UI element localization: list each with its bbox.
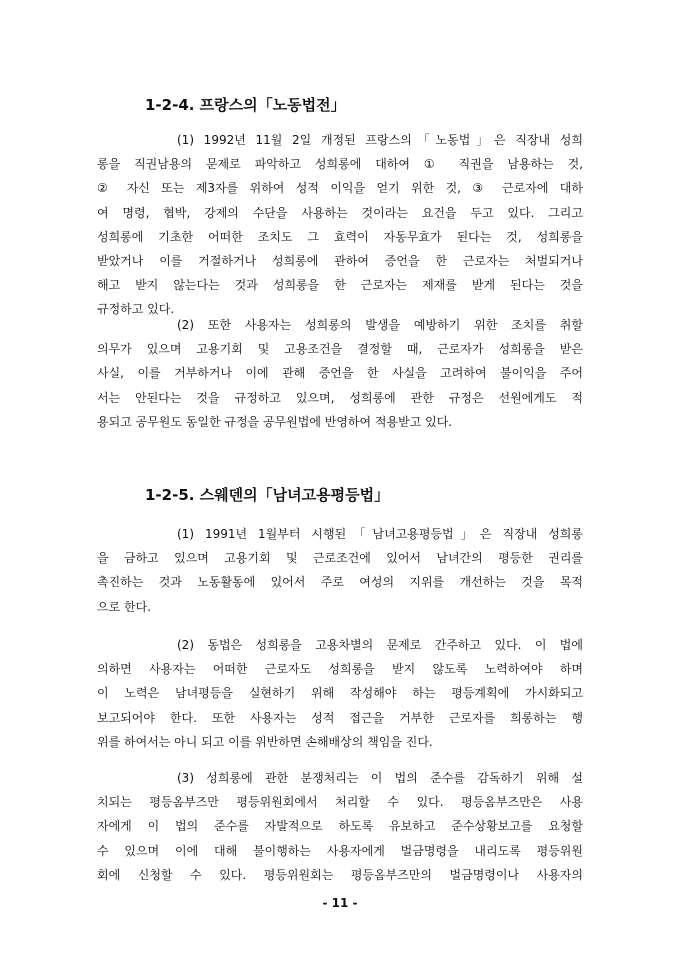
text-line: (1) 1991년 1월부터 시행된「남녀고용평등법」은 직장내 성희롱 — [177, 527, 583, 541]
text-line: 서는 안된다는 것을 규정하고 있으며, 성희롱에 관한 규정은 선원에게도 적 — [97, 390, 583, 405]
paragraph-sweden-1 — [97, 522, 583, 619]
text-line: (1) 1992년 11월 2일 개정된 프랑스의「노동법」은 직장내 성희 — [177, 133, 583, 147]
text-line: (2) 동법은 성희롱을 고용차별의 문제로 간주하고 있다. 이 법에 — [177, 638, 583, 652]
paragraph-sweden-2 — [97, 633, 583, 754]
text-line: (2) 또한 사용자는 성희롱의 발생을 예방하기 위한 조치를 취할 — [177, 318, 583, 332]
text-line: 의하면 사용자는 어떠한 근로자도 성희롱을 받지 않도록 노력하여야 하며 — [97, 662, 583, 677]
text-line: 받았거나 이를 거절하거나 성희롱에 관하여 증언을 한 근로자는 처벌되거나 — [97, 253, 583, 268]
text-line: 성희롱에 기초한 어떠한 조치도 그 효력이 자동무효가 된다는 것, 성희롱을 — [97, 229, 583, 244]
section-heading-sweden: 1-2-5. 스웨덴의「남녀고용평등법」 — [145, 486, 390, 504]
text-line: 수 있으며 이에 대해 불이행하는 사용자에게 벌금명령을 내리도록 평등위원 — [97, 843, 583, 858]
text-line: 으로 한다. — [97, 599, 151, 614]
text-line: 사실, 이를 거부하거나 이에 관해 증언을 한 사실을 고려하여 불이익을 주어 — [97, 366, 583, 381]
text-line: 롱을 직권남용의 문제로 파악하고 성희롱에 대하여 ① 직권을 남용하는 것, — [97, 157, 583, 172]
text-line: 이 노력은 남녀평등을 실현하기 위해 작성해야 하는 평등계획에 가시화되고 — [97, 686, 583, 701]
paragraph-sweden-3 — [97, 766, 583, 887]
text-line: 규정하고 있다. — [97, 302, 175, 317]
text-line: 치되는 평등옴부즈만 평등위원회에서 처리할 수 있다. 평등옴부즈만은 사용 — [97, 795, 583, 810]
text-line: 위를 하여서는 아니 되고 이를 위반하면 손해배상의 책임을 진다. — [97, 734, 433, 749]
paragraph-france-1 — [97, 128, 583, 322]
text-line: 촉진하는 것과 노동활동에 있어서 주로 여성의 지위를 개선하는 것을 목적 — [97, 575, 583, 590]
page-number: - 11 - — [322, 896, 358, 910]
text-line: (3) 성희롱에 관한 분쟁처리는 이 법의 준수를 감독하기 위해 설 — [177, 771, 583, 785]
text-line: 해고 받지 않는다는 것과 성희롱을 한 근로자는 제재를 받게 된다는 것을 — [97, 278, 583, 293]
text-line: 회에 신청할 수 있다. 평등위원회는 평등옴부즈만의 벌금명령이나 사용자의 — [97, 867, 583, 882]
text-line: 여 명령, 협박, 강제의 수단을 사용하는 것이라는 요건을 두고 있다. 그리고 — [97, 205, 583, 220]
text-line: 자에게 이 법의 준수를 자발적으로 하도록 유보하고 준수상황보고를 요청할 — [97, 819, 583, 834]
text-line: ② 자신 또는 제3자를 위하여 성적 이익을 얻기 위한 것, ③ 근로자에 대하 — [97, 181, 583, 196]
text-line: 용되고 공무원도 동일한 규정을 공무원법에 반영하여 적용받고 있다. — [97, 414, 453, 429]
text-line: 의무가 있으며 고용기회 및 고용조건을 결정할 때, 근로자가 성희롱을 받은 — [97, 342, 583, 357]
text-line: 을 금하고 있으며 고용기회 및 근로조건에 있어서 남녀간의 평등한 권리를 — [97, 551, 583, 566]
section-heading-france: 1-2-4. 프랑스의「노동법전」 — [145, 96, 346, 114]
text-line: 보고되어야 한다. 또한 사용자는 성적 접근을 거부한 근로자를 희롱하는 행 — [97, 710, 583, 725]
paragraph-france-2 — [97, 313, 583, 434]
